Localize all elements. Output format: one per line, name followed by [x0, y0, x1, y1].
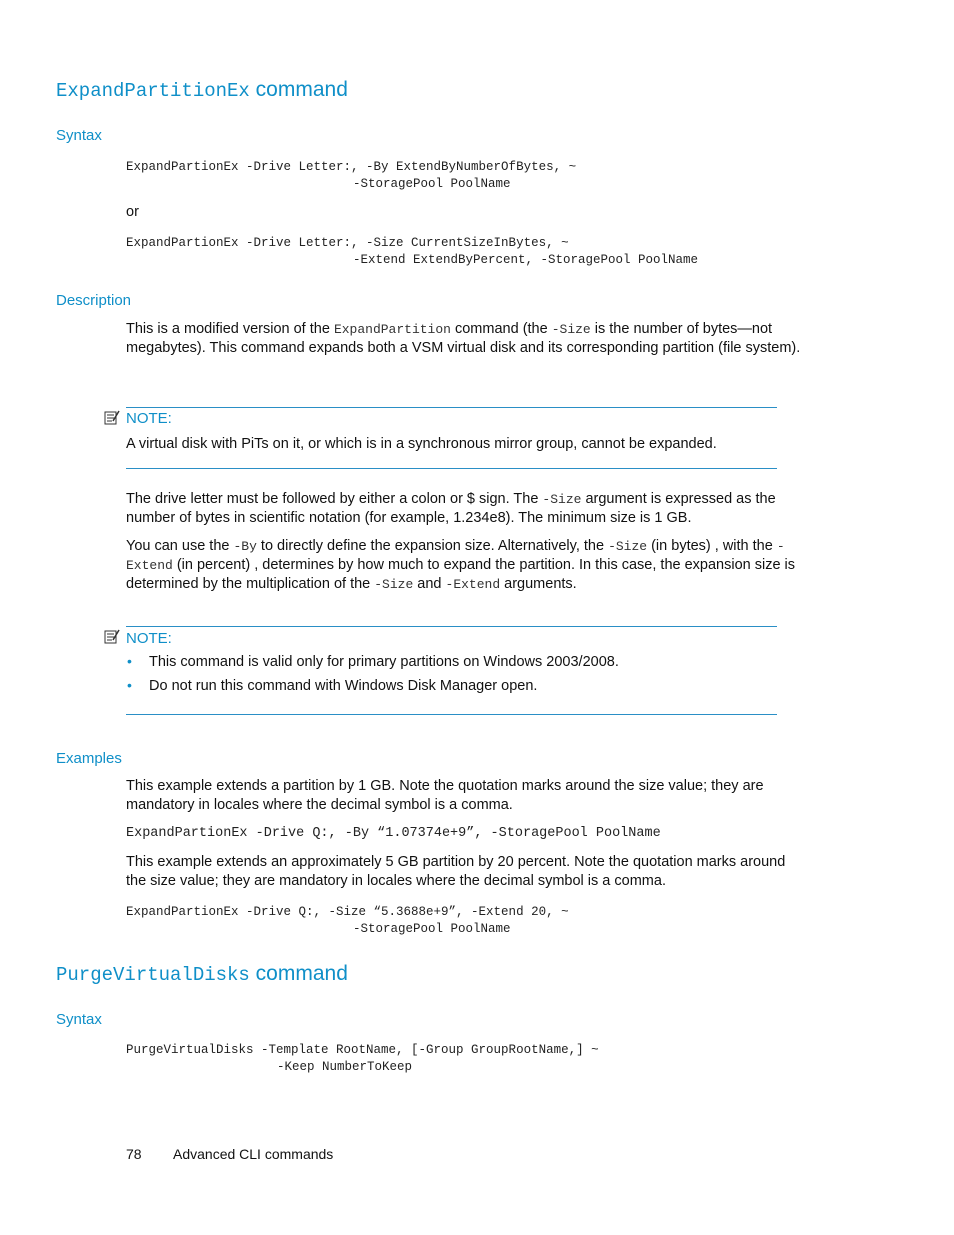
syntax-heading: Syntax	[56, 127, 102, 144]
note-text: A virtual disk with PiTs on it, or which is in a synchronous mirror group, cannot be expanded.	[126, 436, 717, 452]
section-title-text: command	[249, 78, 348, 101]
note-bullet-item: This command is valid only for primary partitions on Windows 2003/2008.	[149, 654, 619, 670]
section-title-purgevirtualdisks	[56, 962, 348, 987]
text-run: arguments.	[500, 576, 577, 592]
note-divider	[126, 714, 777, 715]
inline-code: -By	[233, 539, 257, 554]
inline-code: -Size	[608, 539, 648, 554]
text-run: and	[413, 576, 446, 592]
note-divider	[126, 468, 777, 469]
note-label: NOTE:	[126, 410, 172, 427]
inline-code: -Extend	[445, 577, 501, 592]
inline-code: -Extend	[126, 539, 785, 573]
note-icon	[104, 410, 120, 430]
syntax-code-line: -Keep NumberToKeep	[277, 1060, 413, 1074]
inline-code: -Size	[374, 577, 414, 592]
description-heading: Description	[56, 292, 132, 309]
syntax-code-line: ExpandPartionEx -Drive Letter:, -By ExtendByNumberOfBytes, ~	[126, 160, 577, 174]
inline-code: ExpandPartition	[333, 322, 451, 337]
text-run: The drive letter must be followed by either a colon or $ sign. The	[126, 491, 543, 507]
note-icon	[104, 629, 120, 649]
note-bullet-item: Do not run this command with Windows Disk Manager open.	[149, 678, 538, 694]
chapter-title: Advanced CLI commands	[173, 1146, 334, 1162]
section-title-expandpartitionex	[56, 78, 348, 103]
example-paragraph: This example extends a partition by 1 GB. Note the quotation marks around the size value; they are mandatory in locales where the decimal symbol is a comma.	[126, 778, 764, 813]
section-title-code: PurgeVirtualDisks	[56, 964, 250, 986]
text-run: to directly define the expansion size. Alternatively, the	[256, 538, 609, 554]
text-run: command (the	[450, 321, 552, 337]
examples-heading: Examples	[56, 750, 122, 767]
description-paragraph	[126, 320, 806, 358]
text-run: (in percent) , determines by how much to expand the partition. In this case, the expansion size is determined by the multiplication of the	[126, 557, 796, 592]
syntax-code-line: -Extend ExtendByPercent, -StoragePool PoolName	[353, 253, 699, 267]
text-run: (in bytes) , with the	[647, 538, 777, 554]
example-code: ExpandPartionEx -Drive Q:, -Size “5.3688e+9”, -Extend 20, ~	[126, 905, 569, 919]
syntax-code-line: -StoragePool PoolName	[353, 177, 511, 191]
inline-code: -Size	[542, 492, 582, 507]
syntax-heading: Syntax	[56, 1011, 102, 1028]
bullet-marker: •	[127, 653, 132, 669]
example-paragraph: This example extends an approximately 5 GB partition by 20 percent. Note the quotation marks around the size value; they are mandatory in locales where the decimal symbol is a comma.	[126, 854, 786, 889]
bullet-marker: •	[127, 677, 132, 693]
or-text: or	[126, 204, 139, 220]
syntax-code-line: PurgeVirtualDisks -Template RootName, [-Group GroupRootName,] ~	[126, 1043, 599, 1057]
text-run: You can use the	[126, 538, 234, 554]
text-run: argument is expressed as the number of bytes in scientific notation (for example, 1.234e8). The minimum size is 1 GB.	[126, 491, 776, 526]
note-divider	[126, 626, 777, 627]
syntax-code-line: ExpandPartionEx -Drive Letter:, -Size CurrentSizeInBytes, ~	[126, 236, 569, 250]
inline-code: -Size	[551, 322, 591, 337]
example-code: ExpandPartionEx -Drive Q:, -By “1.07374e+9”, -StoragePool PoolName	[126, 826, 661, 841]
note-label: NOTE:	[126, 630, 172, 647]
text-run: is the number of bytes—not megabytes). This command expands both a VSM virtual disk and its corresponding partition (file system).	[126, 321, 801, 356]
section-title-code: ExpandPartitionEx	[56, 80, 250, 102]
text-run: This is a modified version of the	[126, 321, 334, 337]
section-title-text: command	[249, 962, 348, 985]
page-number: 78	[126, 1146, 142, 1162]
body-paragraph	[126, 490, 806, 528]
note-divider	[126, 407, 777, 408]
example-code: -StoragePool PoolName	[353, 922, 511, 936]
body-paragraph	[126, 537, 806, 594]
